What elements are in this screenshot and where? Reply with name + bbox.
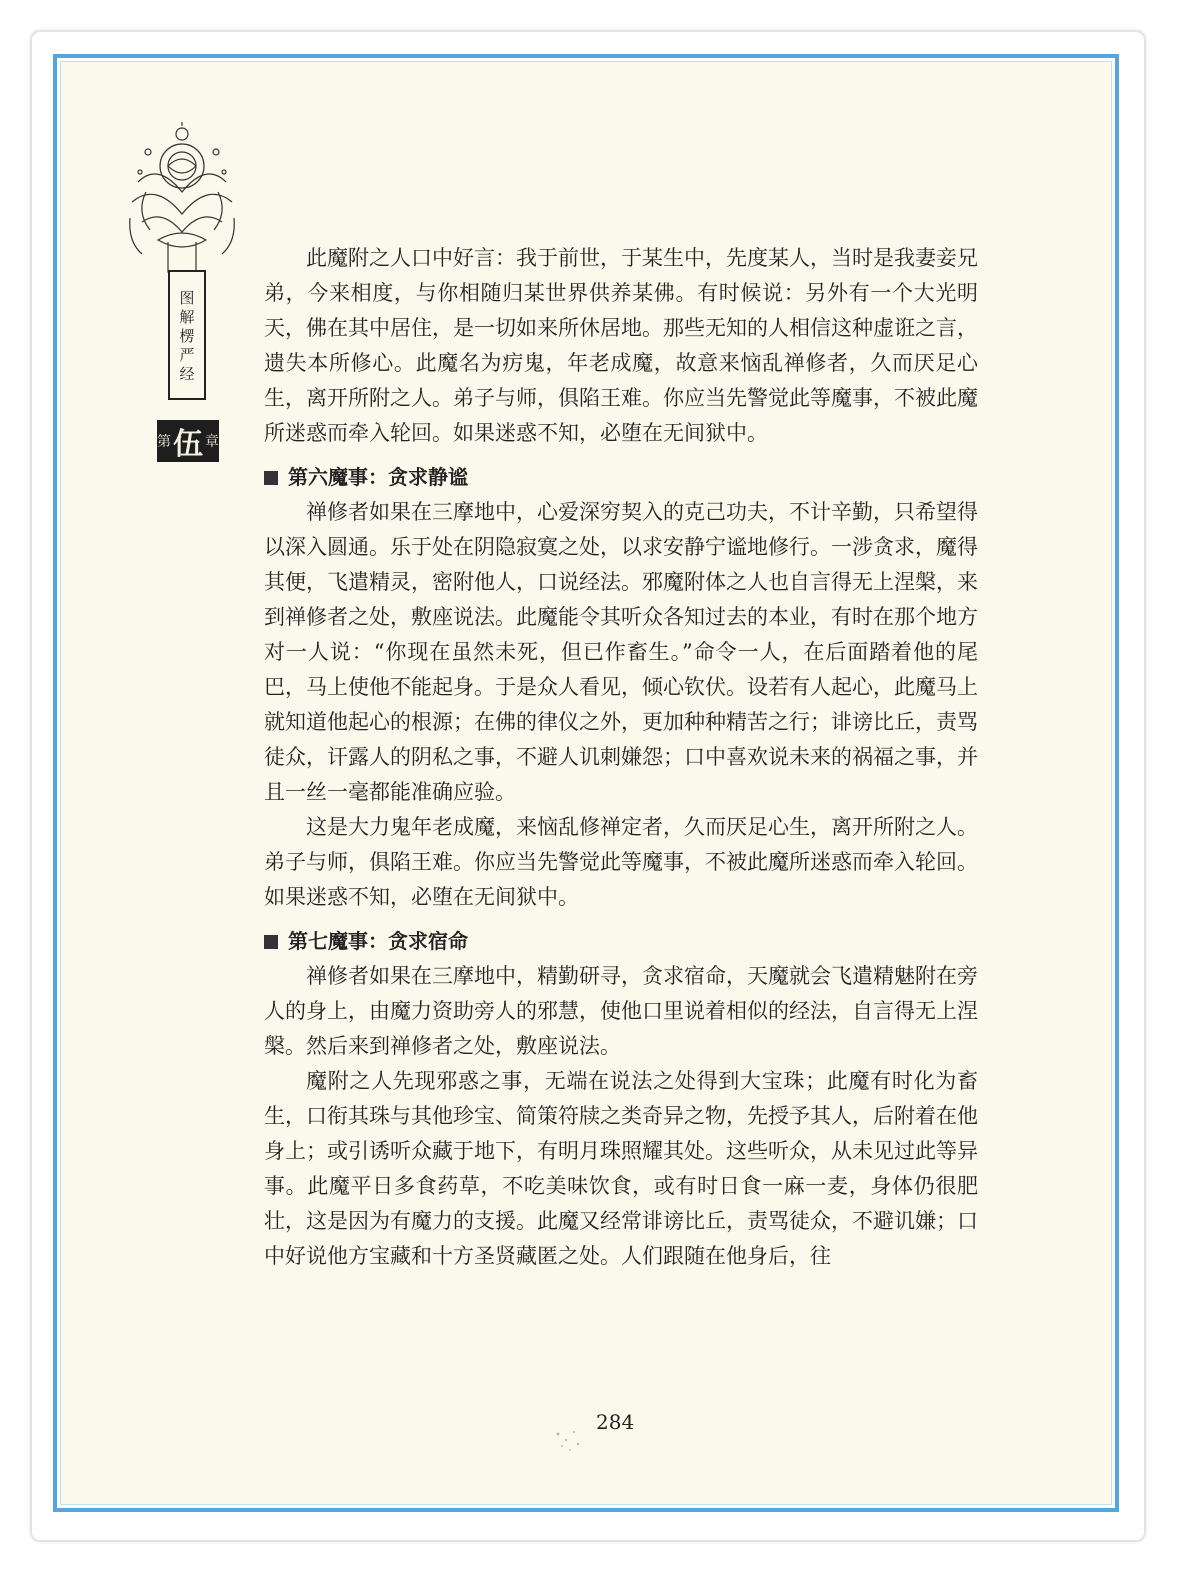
paragraph-4: 禅修者如果在三摩地中，精勤研寻，贪求宿命，天魔就会飞遣精魅附在旁人的身上，由魔力资助旁人的邪慧，使他口里说着相似的经法，自言得无上涅槃。然后来到禅修者之处，敷座说法。	[264, 964, 978, 1058]
section-heading-6-text: 第六魔事：贪求静谧	[288, 465, 468, 489]
chapter-suffix: 章	[205, 434, 219, 450]
book-title: 图解楞严经	[177, 290, 196, 385]
chapter-number: 伍	[173, 427, 203, 462]
square-bullet-icon	[264, 471, 278, 485]
section-heading-7	[264, 923, 978, 959]
chapter-prefix: 第	[157, 434, 171, 450]
paragraph-3: 这是大力鬼年老成魔，来恼乱修禅定者，久而厌足心生，离开所附之人。弟子与师，俱陷王难。你应当先警觉此等魔事，不被此魔所迷惑而牵入轮回。如果迷惑不知，必堕在无间狱中。	[264, 815, 978, 909]
paragraph-1: 此魔附之人口中好言：我于前世，于某生中，先度某人，当时是我妻妾兄弟，今来相度，与你相随归某世界供养某佛。有时候说：另外有一个大光明天，佛在其中居住，是一切如来所休居地。那些无知的人相信这种虚诳之言，遗失本所修心。此魔名为疠鬼，年老成魔，故意来恼乱禅修者，久而厌足心生，离开所附之人。弟子与师，俱陷王难。你应当先警觉此等魔事，不被此魔所迷惑而牵入轮回。如果迷惑不知，必堕在无间狱中。	[264, 246, 978, 445]
chapter-badge	[157, 420, 219, 462]
book-title-label	[168, 270, 206, 400]
lotus-buddha-ornament-icon	[128, 122, 236, 290]
body-text	[264, 241, 978, 1274]
section-heading-7-text: 第七魔事：贪求宿命	[288, 929, 468, 953]
page-number: 284	[596, 1410, 635, 1434]
square-bullet-icon	[264, 935, 278, 949]
section-heading-6	[264, 459, 978, 495]
paragraph-5: 魔附之人先现邪惑之事，无端在说法之处得到大宝珠；此魔有时化为畜生，口衔其珠与其他珍宝、简策符牍之类奇异之物，先授予其人，后附着在他身上；或引诱听众藏于地下，有明月珠照耀其处。这些听众，从未见过此等异事。此魔平日多食药草，不吃美味饮食，或有时日食一麻一麦，身体仍很肥壮，这是因为有魔力的支援。此魔又经常诽谤比丘，责骂徒众，不避讥嫌；口中好说他方宝藏和十方圣贤藏匿之处。人们跟随在他身后，往	[264, 1069, 978, 1268]
paragraph-2: 禅修者如果在三摩地中，心爱深穷契入的克己功夫，不计辛勤，只希望得以深入圆通。乐于处在阴隐寂寞之处，以求安静宁谧地修行。一涉贪求，魔得其便，飞遣精灵，密附他人，口说经法。邪魔附体之人也自言得无上涅槃，来到禅修者之处，敷座说法。此魔能令其听众各知过去的本业，有时在那个地方对一人说：“你现在虽然未死，但已作畜生。”命令一人，在后面踏着他的尾巴，马上使他不能起身。于是众人看见，倾心钦伏。设若有人起心，此魔马上就知道他起心的根源；在佛的律仪之外，更加种种精苦之行；诽谤比丘，责骂徒众，讦露人的阴私之事，不避人讥刺嫌怨；口中喜欢说未来的祸福之事，并且一丝一毫都能准确应验。	[264, 500, 978, 804]
